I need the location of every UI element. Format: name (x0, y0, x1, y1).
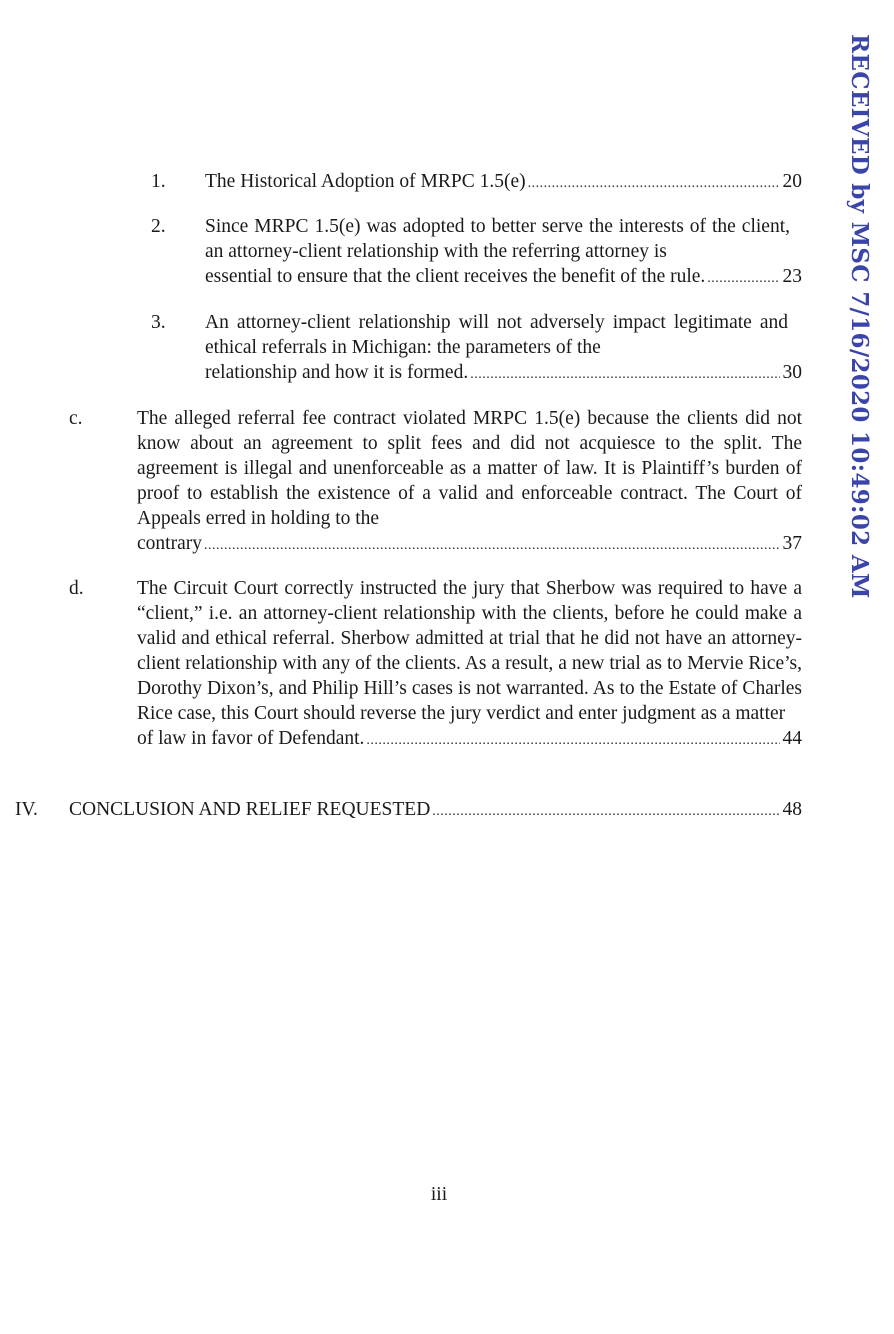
toc-entry-title: The alleged referral fee contract violated MRPC 1.5(e) because the clients did not know about an agreement to split fees and did not acquiesce to the split. The agreement is illegal and unenforceable as a matter of law. It is Plaintiff’s burden of proof to establish the existence of a valid and enforceable contract. The Court of Appeals erred in holding to the (137, 408, 802, 529)
toc-leader-dots (366, 726, 779, 753)
toc-entry-title-end: essential to ensure that the client receives the benefit of the rule. (205, 266, 706, 287)
toc-entry-2 (151, 214, 802, 291)
toc-entry-title: The Circuit Court correctly instructed the jury that Sherbow was required to have a “client,” i.e. an attorney-client relationship with the clients, before he could make a valid and ethical referral. Sherbow admitted at trial that he did not have an attorney-client relationship with any of the clients. As a result, a new trial as to Mervie Rice’s, Dorothy Dixon’s, and Philip Hill’s cases is not warranted. As to the Estate of Charles Rice case, this Court should reverse the jury verdict and enter judgment as a matter (137, 578, 802, 724)
toc-page-number: 37 (782, 533, 802, 554)
toc-entry-number: 1. (151, 171, 166, 192)
toc-entry-number: 2. (151, 216, 166, 237)
toc-entry-c (69, 406, 802, 558)
toc-entry-number: c. (69, 408, 83, 429)
received-stamp: RECEIVED by MSC 7/16/2020 10:49:02 AM (846, 34, 873, 599)
toc-leader-dots (528, 169, 780, 196)
toc-entry-d (69, 576, 802, 753)
toc-entry-number: 3. (151, 312, 166, 333)
toc-leader-dots (432, 797, 779, 824)
toc-leader-dots (204, 531, 780, 558)
toc-entry-number: d. (69, 578, 84, 599)
toc-entry-1 (151, 169, 802, 196)
toc-entry-title: An attorney-client relationship will not adversely impact legitimate and ethical referrals in Michigan: the parameters of the (205, 312, 788, 358)
toc-entry-iv (15, 797, 802, 824)
toc-page-number: 23 (782, 266, 802, 287)
toc-entry-title: The Historical Adoption of MRPC 1.5(e) (205, 171, 526, 192)
toc-entry-3 (151, 310, 802, 387)
toc-page-number: 20 (782, 171, 802, 192)
toc-entry-title-end: of law in favor of Defendant. (137, 728, 365, 749)
toc-entry-number: IV. (15, 799, 38, 820)
toc-leader-dots (707, 264, 779, 291)
toc-page-number: 48 (782, 799, 802, 820)
toc-entry-title-end: contrary (137, 533, 202, 554)
toc-entry-title: Since MRPC 1.5(e) was adopted to better serve the interests of the client, an attorney-client relationship with the referring attorney is (205, 216, 790, 262)
toc-page-number: 30 (782, 362, 802, 383)
toc-page-number: 44 (782, 728, 802, 749)
toc-entry-title: CONCLUSION AND RELIEF REQUESTED (69, 799, 431, 820)
toc-entry-title-end: relationship and how it is formed. (205, 362, 469, 383)
page-number: iii (430, 1184, 448, 1205)
toc-leader-dots (470, 360, 779, 387)
